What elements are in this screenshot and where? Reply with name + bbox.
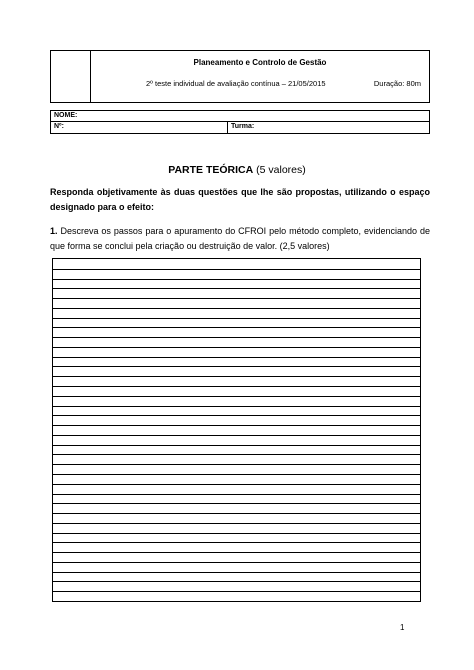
answer-line [53, 406, 420, 407]
answer-line [53, 533, 420, 534]
section-title-bold: PARTE TEÓRICA [168, 164, 254, 176]
answer-line [53, 562, 420, 563]
class-label: Turma: [231, 123, 255, 130]
answer-line [53, 503, 420, 504]
answer-line [53, 494, 420, 495]
number-class-row [51, 122, 429, 134]
student-info-table [50, 110, 430, 134]
answer-line [53, 279, 420, 280]
answer-line [53, 591, 420, 592]
answer-line [53, 318, 420, 319]
logo-cell [51, 51, 91, 102]
answer-line [53, 366, 420, 367]
answer-line [53, 435, 420, 436]
answer-line [53, 513, 420, 514]
answer-line [53, 298, 420, 299]
answer-line [53, 581, 420, 582]
answer-line [53, 552, 420, 553]
question-1-text: Descreva os passos para o apuramento do CFROI pelo método completo, evidenciando de que forma se conclui pela criação ou destruição de valor. (2,5 valores) [50, 226, 430, 251]
answer-line [53, 523, 420, 524]
exam-duration: Duração: 80m [373, 79, 421, 88]
answer-line [53, 445, 420, 446]
answer-line [53, 376, 420, 377]
answer-line [53, 474, 420, 475]
answer-line [53, 464, 420, 465]
answer-line [53, 572, 420, 573]
question-1-number: 1. [50, 226, 58, 236]
answer-line [53, 415, 420, 416]
instructions: Responda objetivamente às duas questões que lhe são propostas, utilizando o espaço designado para o efeito: [50, 187, 430, 212]
course-title: Planeamento e Controlo de Gestão [193, 58, 327, 67]
section-title [0, 164, 474, 176]
answer-area[interactable] [52, 258, 421, 602]
name-label: NOME: [54, 112, 78, 119]
answer-line [53, 327, 420, 328]
answer-line [53, 288, 420, 289]
exam-header [50, 50, 430, 103]
answer-line [53, 386, 420, 387]
answer-line [53, 484, 420, 485]
answer-line [53, 396, 420, 397]
page-number: 1 [400, 623, 405, 632]
answer-line [53, 347, 420, 348]
answer-line [53, 337, 420, 338]
column-divider [227, 122, 228, 134]
answer-line [53, 542, 420, 543]
answer-line [53, 425, 420, 426]
section-title-points: (5 valores) [253, 164, 306, 176]
answer-line [53, 357, 420, 358]
answer-line [53, 454, 420, 455]
answer-line [53, 269, 420, 270]
name-row[interactable] [51, 111, 429, 122]
number-label: Nº: [54, 123, 64, 130]
answer-line [53, 308, 420, 309]
test-description: 2º teste individual de avaliação contínua – 21/05/2015 [146, 79, 326, 88]
question-1 [50, 224, 430, 254]
